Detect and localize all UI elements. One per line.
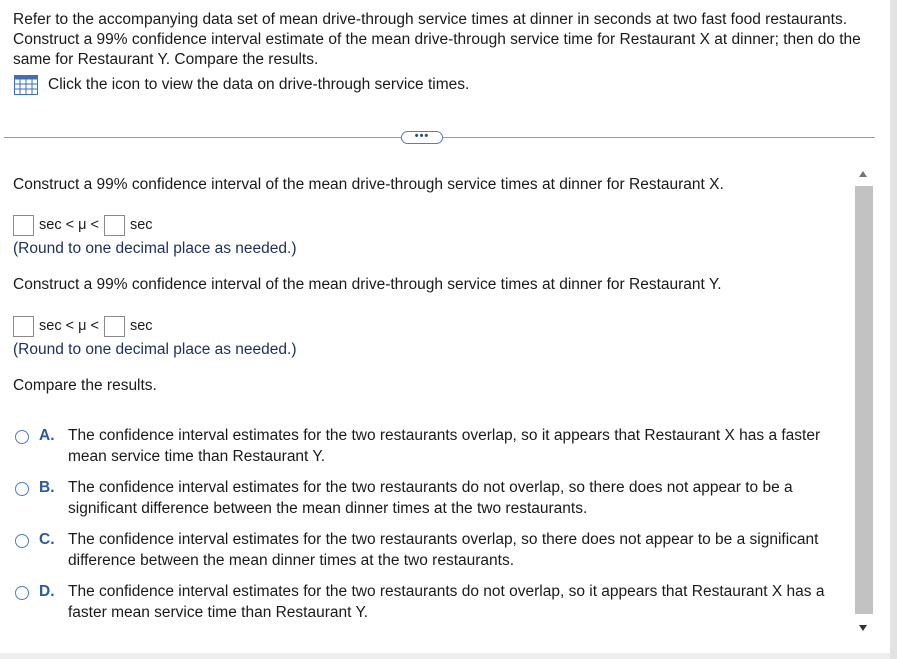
ci-unit-y: sec bbox=[129, 318, 153, 334]
option-b-radio[interactable] bbox=[15, 482, 29, 496]
ellipsis-icon: ••• bbox=[414, 129, 430, 142]
option-c[interactable] bbox=[15, 531, 845, 571]
lower-bound-input-y[interactable] bbox=[13, 316, 34, 337]
window-bottom-edge bbox=[0, 653, 890, 659]
option-d-radio[interactable] bbox=[15, 586, 29, 600]
option-c-radio[interactable] bbox=[15, 534, 29, 548]
option-a-letter: A. bbox=[39, 427, 55, 444]
scroll-up-icon[interactable] bbox=[859, 171, 867, 177]
option-a[interactable] bbox=[15, 427, 845, 467]
option-a-radio[interactable] bbox=[15, 430, 29, 444]
lower-bound-input-x[interactable] bbox=[13, 215, 34, 236]
upper-bound-input-y[interactable] bbox=[104, 316, 125, 337]
rounding-hint-y: (Round to one decimal place as needed.) bbox=[13, 341, 297, 358]
option-d[interactable] bbox=[15, 583, 845, 623]
option-b[interactable] bbox=[15, 479, 845, 519]
window-right-edge bbox=[890, 0, 897, 659]
question-restaurant-x: Construct a 99% confidence interval of the mean drive-through service times at dinner for Restaurant X. bbox=[13, 176, 724, 193]
ci-row-restaurant-x bbox=[13, 213, 158, 237]
ci-middle-text-y: sec < μ < bbox=[39, 318, 99, 334]
scroll-down-icon[interactable] bbox=[859, 625, 867, 631]
ci-unit-x: sec bbox=[129, 217, 153, 233]
question-restaurant-y: Construct a 99% confidence interval of the mean drive-through service times at dinner for Restaurant Y. bbox=[13, 276, 722, 293]
ci-row-restaurant-y bbox=[13, 314, 158, 338]
rounding-hint-x: (Round to one decimal place as needed.) bbox=[13, 240, 297, 257]
upper-bound-input-x[interactable] bbox=[104, 215, 125, 236]
table-grid-icon[interactable] bbox=[14, 75, 38, 95]
option-b-letter: B. bbox=[39, 479, 55, 496]
scrollbar-thumb[interactable] bbox=[855, 186, 873, 614]
option-b-text: The confidence interval estimates for the two restaurants do not overlap, so there does not appear to be a significant difference between the mean dinner times at the two restaurants. bbox=[68, 479, 793, 517]
view-data-link[interactable] bbox=[14, 75, 469, 95]
expand-more-button[interactable] bbox=[401, 131, 443, 144]
compare-question: Compare the results. bbox=[13, 377, 157, 394]
problem-statement: Refer to the accompanying data set of mean drive-through service times at dinner in seconds at two fast food restaurants. Construct a 99% confidence interval estimate of the mean drive-through service time for Restaurant X at dinner; then do the same for Restaurant Y. Compare the results. bbox=[13, 11, 861, 68]
option-c-letter: C. bbox=[39, 531, 55, 548]
option-d-text: The confidence interval estimates for the two restaurants do not overlap, so it appears that Restaurant X has a faster mean service time than Restaurant Y. bbox=[68, 583, 825, 621]
ci-middle-text-x: sec < μ < bbox=[39, 217, 99, 233]
option-d-letter: D. bbox=[39, 583, 55, 600]
option-a-text: The confidence interval estimates for the two restaurants overlap, so it appears that Restaurant X has a faster mean service time than Restaurant Y. bbox=[68, 427, 821, 465]
option-c-text: The confidence interval estimates for the two restaurants overlap, so there does not appear to be a significant difference between the mean dinner times at the two restaurants. bbox=[68, 531, 819, 569]
view-data-text[interactable]: Click the icon to view the data on drive-through service times. bbox=[48, 76, 470, 93]
